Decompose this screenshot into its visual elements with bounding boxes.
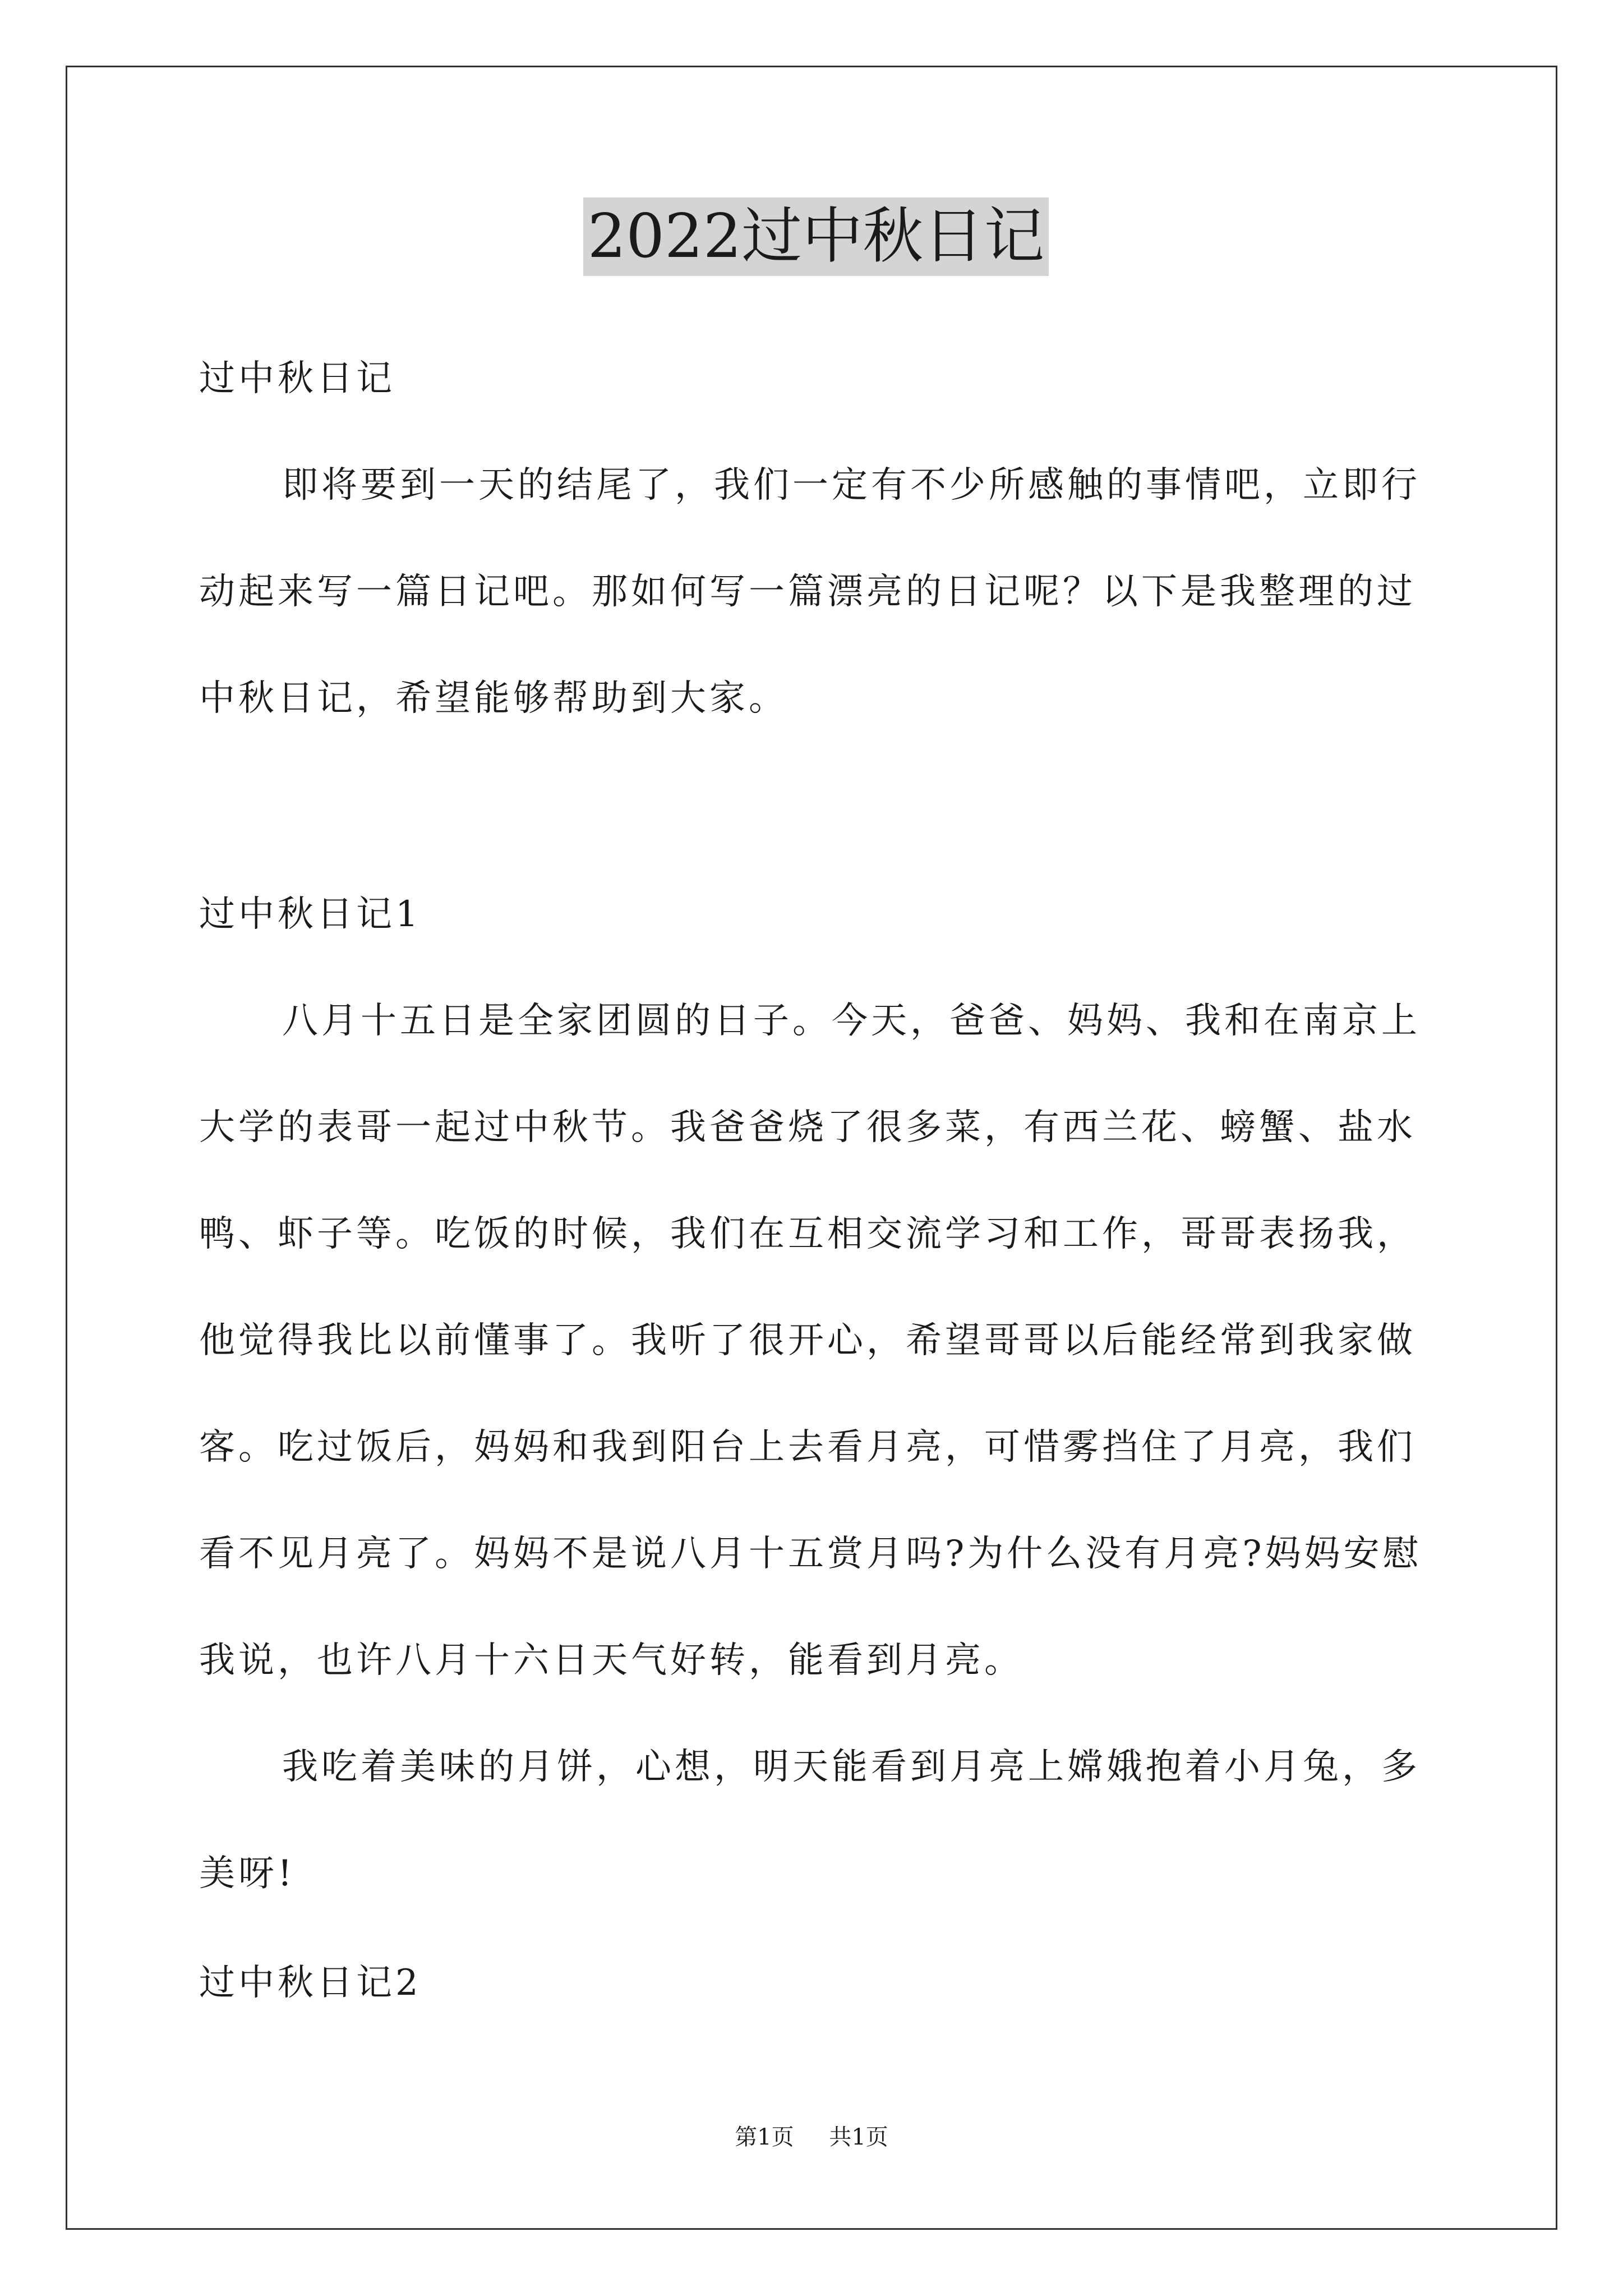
section2-heading: 过中秋日记2 [199, 1962, 422, 2004]
page-number-current: 第1页 [735, 2124, 794, 2150]
intro-heading: 过中秋日记 [199, 358, 395, 399]
section1-paragraph-1: 八月十五日是全家团圆的日子。今天，爸爸、妈妈、我和在南京上大学的表哥一起过中秋节。我爸爸烧了很多菜，有西兰花、螃蟹、盐水鸭、虾子等。吃饭的时候，我们在互相交流学习和工作，哥哥表扬我，他觉得我比以前懂事了。我听了很开心，希望哥哥以后能经常到我家做客。吃过饭后，妈妈和我到阳台上去看月亮，可惜雾挡住了月亮，我们看不见月亮了。妈妈不是说八月十五赏月吗?为什么没有月亮?妈妈安慰我说，也许八月十六日天气好转，能看到月亮。 [199, 1000, 1422, 1681]
section1-paragraph-2: 我吃着美味的月饼，心想，明天能看到月亮上嫦娥抱着小月兔，多美呀! [199, 1746, 1421, 1894]
section1-heading: 过中秋日记1 [199, 894, 422, 935]
document-title-text: 2022过中秋日记 [583, 197, 1049, 276]
document-title [199, 197, 1433, 276]
page-footer [0, 2120, 1623, 2154]
intro-paragraph: 即将要到一天的结尾了，我们一定有不少所感触的事情吧，立即行动起来写一篇日记吧。那如何写一篇漂亮的日记呢？以下是我整理的过中秋日记，希望能够帮助到大家。 [199, 464, 1421, 719]
page-number-total: 共1页 [829, 2124, 888, 2150]
